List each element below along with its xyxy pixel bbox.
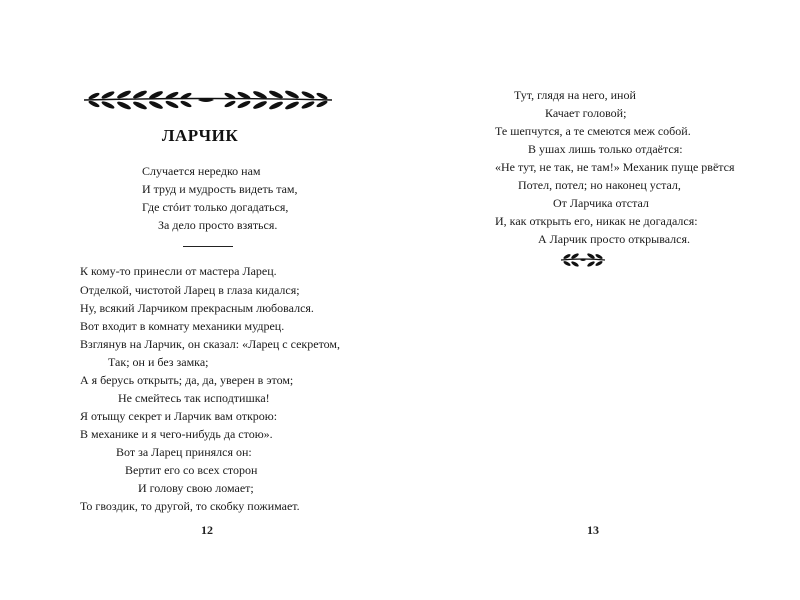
poem-title: ЛАРЧИК <box>161 126 239 145</box>
olive-branch-ornament-icon <box>80 88 336 112</box>
poem-line: К кому-то принесли от мастера Ларец. <box>80 264 277 278</box>
poem-line: Не смейтесь так исподтишка! <box>118 391 270 405</box>
page-number: 12 <box>201 523 213 537</box>
poem-line: В механике и я чего-нибудь да стою». <box>80 427 273 441</box>
right-page <box>400 0 800 600</box>
poem-line: Тут, глядя на него, иной <box>514 88 636 102</box>
epigraph-line: За дело просто взяться. <box>158 218 278 232</box>
poem-line: Вот входит в комнату механики мудрец. <box>80 319 285 333</box>
poem-line: Вот за Ларец принялся он: <box>116 445 252 459</box>
page-number: 13 <box>587 523 599 537</box>
poem-line: От Ларчика отстал <box>553 196 649 210</box>
poem-line: Те шепчутся, а те смеются меж собой. <box>495 124 691 138</box>
poem-line: И, как открыть его, никак не догадался: <box>495 214 698 228</box>
poem-line: Я отыщу секрет и Ларчик вам открою: <box>80 409 278 423</box>
poem-line: И голову свою ломает; <box>138 481 254 495</box>
section-divider <box>183 246 233 247</box>
poem-line: В ушах лишь только отдаётся: <box>528 142 683 156</box>
poem-line: «Не тут, не так, не там!» Механик пуще рвётся <box>495 160 735 174</box>
epigraph-line: Случается нередко нам <box>142 164 261 178</box>
poem-line: Взглянув на Ларчик, он сказал: «Ларец с секретом, <box>80 337 341 351</box>
poem-line: Ну, всякий Ларчиком прекрасным любовался. <box>80 301 314 315</box>
poem-line: Так; он и без замка; <box>108 355 209 369</box>
poem-line: Отделкой, чистотой Ларец в глаза кидался; <box>80 283 300 297</box>
poem-line: То гвоздик, то другой, то скобку пожимает. <box>80 499 300 513</box>
small-branch-ornament-icon <box>559 250 607 270</box>
epigraph-line: Где стóит только догадаться, <box>142 200 289 214</box>
poem-line: А я берусь открыть; да, да, уверен в этом; <box>80 373 294 387</box>
poem-line: А Ларчик просто открывался. <box>538 232 691 246</box>
poem-line: Потел, потел; но наконец устал, <box>518 178 681 192</box>
epigraph-line: И труд и мудрость видеть там, <box>142 182 298 196</box>
poem-line: Вертит его со всех сторон <box>125 463 258 477</box>
poem-line: Качает головой; <box>545 106 627 120</box>
